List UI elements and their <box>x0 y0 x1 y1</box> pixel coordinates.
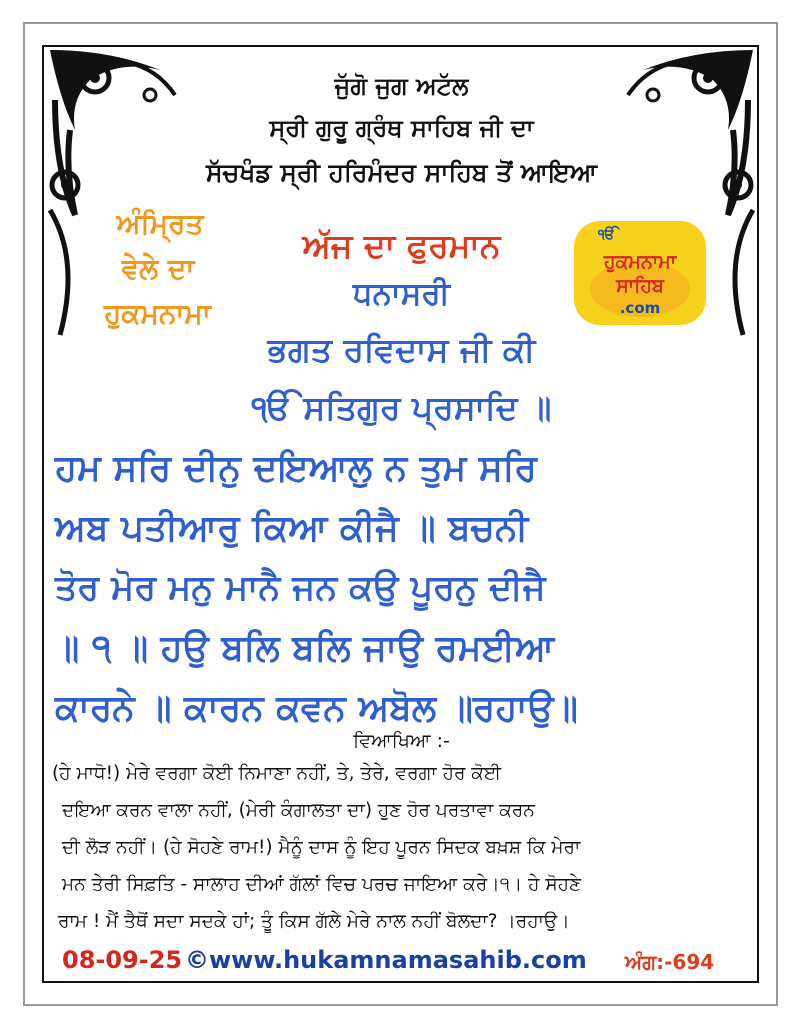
explanation-line: ਦਇਆ ਕਰਨ ਵਾਲਾ ਨਹੀਂ, (ਮੇਰੀ ਕੰਗਾਲਤਾ ਦਾ) ਹੁਣ ਹੋਰ ਪਰਤਾਵਾ ਕਰਨ <box>62 800 535 821</box>
explanation-line: ਮਨ ਤੇਰੀ ਸਿਫ਼ਤਿ - ਸਾਲਾਹ ਦੀਆਂ ਗੱਲਾਂ ਵਿਚ ਪਰਚ ਜਾਇਆ ਕਰੇ।੧। ਹੇ ਸੋਹਣੇ <box>62 874 582 895</box>
logo-line-3: .com <box>619 299 661 317</box>
verse-line: ਹਮ ਸਰਿ ਦੀਨੁ ਦਇਆਲੁ ਨ ਤੁਮ ਸਰਿ <box>55 448 537 489</box>
explanation-heading: ਵਿਆਖਿਆ :- <box>353 730 450 752</box>
header-line-3: ਸੱਚਖੰਡ ਸ੍ਰੀ ਹਰਿਮੰਦਰ ਸਾਹਿਬ ਤੋਂ ਆਇਆ <box>205 158 598 187</box>
invocation-heading: ੴ ਸਤਿਗੁਰ ਪ੍ਰਸਾਦਿ ॥ <box>251 388 552 427</box>
explanation-line: (ਹੇ ਮਾਧੋ!) ਮੇਰੇ ਵਰਗਾ ਕੋਈ ਨਿਮਾਣਾ ਨਹੀਂ, ਤੇ, ਤੇਰੇ, ਵਰਗਾ ਹੋਰ ਕੋਈ <box>52 763 502 784</box>
side-label-line-3: ਹੁਕਮਨਾਮਾ <box>104 297 211 330</box>
verse-line: ਤੋਰ ਮੋਰ ਮਨੁ ਮਾਨੈ ਜਨ ਕਉ ਪੂਰਨੁ ਦੀਜੈ <box>55 568 546 608</box>
side-label-line-1: ਅੰਮ੍ਰਿਤ <box>116 207 204 240</box>
header-line-2: ਸ੍ਰੀ ਗੁਰੂ ਗ੍ਰੰਥ ਸਾਹਿਬ ਜੀ ਦਾ <box>269 114 534 142</box>
author-heading: ਭਗਤ ਰਵਿਦਾਸ ਜੀ ਕੀ <box>267 330 536 369</box>
verse-line: ਕਾਰਨੇ ॥ ਕਾਰਨ ਕਵਨ ਅਬੋਲ ॥ਰਹਾਉ॥ <box>55 688 578 729</box>
page-title: ਅੱਜ ਦਾ ਫੁਰਮਾਨ <box>302 226 501 265</box>
logo-line-2: ਸਾਹਿਬ <box>616 275 664 297</box>
logo-onkar: ੴ <box>598 227 616 243</box>
explanation-line: ਦੀ ਲੋੜ ਨਹੀਂ। (ਹੇ ਸੋਹਣੇ ਰਾਮ!) ਮੈਨੂੰ ਦਾਸ ਨੂੰ ਇਹ ਪੂਰਨ ਸਿਦਕ ਬਖ਼ਸ਼ ਕਿ ਮੇਰਾ <box>62 837 581 858</box>
verse-line: ॥ ੧ ॥ ਹਉ ਬਲਿ ਬਲਿ ਜਾਉ ਰਮਈਆ <box>55 628 555 669</box>
side-label-line-2: ਵੇਲੇ ਦਾ <box>121 252 195 285</box>
footer-ang: ਅੰਗ:-694 <box>625 950 715 974</box>
explanation-line: ਰਾਮ ! ਮੈਂ ਤੈਥੋਂ ਸਦਾ ਸਦਕੇ ਹਾਂ; ਤੂੰ ਕਿਸ ਗੱਲੇ ਮੇਰੇ ਨਾਲ ਨਹੀਂ ਬੋਲਦਾ? ।ਰਹਾਉ। <box>58 911 570 932</box>
footer-site-link[interactable]: ©www.hukamnamasahib.com <box>185 946 587 974</box>
header-line-1: ਜੁੱਗੋ ਜੁਗ ਅਟੱਲ <box>334 72 469 100</box>
raag-heading: ਧਨਾਸਰੀ <box>353 276 450 312</box>
verse-line: ਅਬ ਪਤੀਆਰੁ ਕਿਆ ਕੀਜੈ ॥ ਬਚਨੀ <box>55 508 529 549</box>
footer-date: 08-09-25 <box>62 946 183 974</box>
logo-line-1: ਹੁਕਮਨਾਮਾ <box>603 251 677 273</box>
